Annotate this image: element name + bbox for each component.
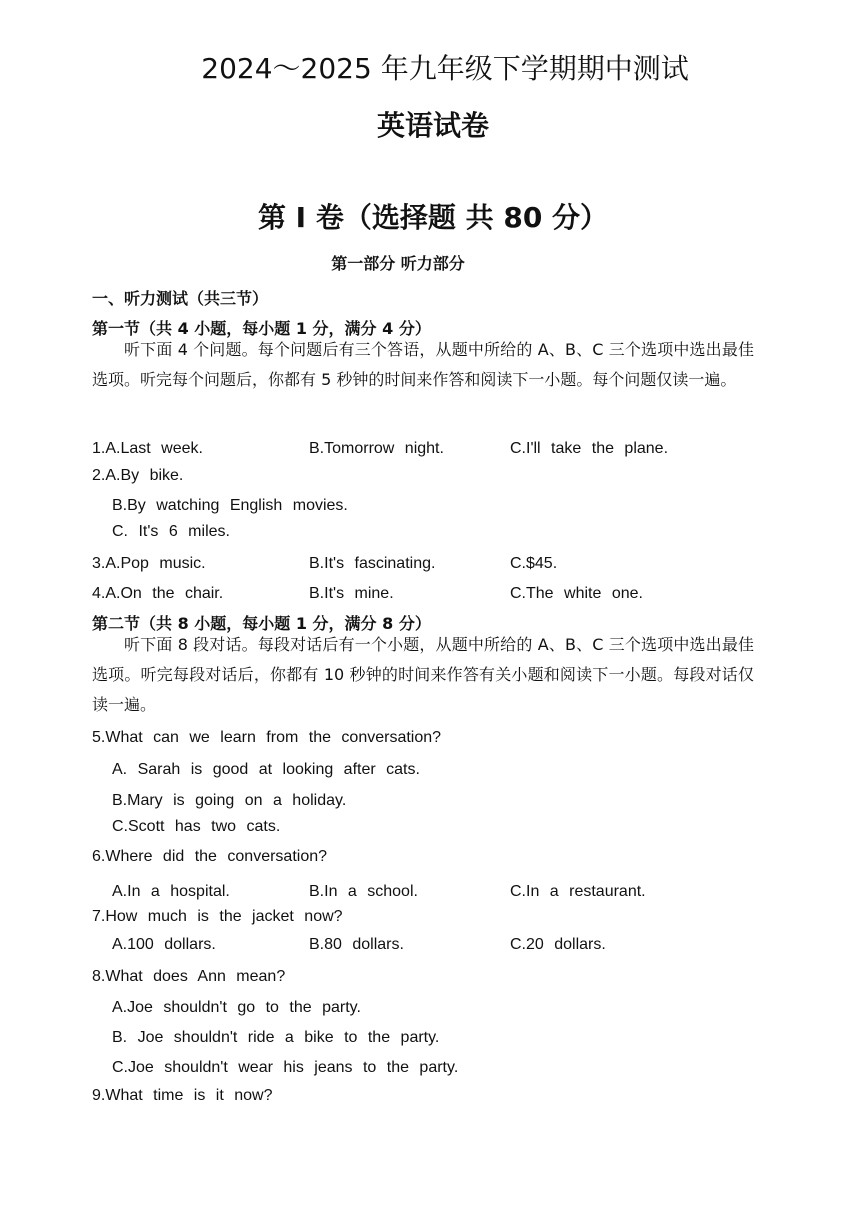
q5-option-b: B.Mary is going on a holiday.: [112, 792, 347, 809]
q6-option-c: C.In a restaurant.: [510, 883, 646, 900]
q3-option-c: C.$45.: [510, 555, 558, 572]
q6-option-b: B.In a school.: [309, 883, 418, 900]
q4-option-b: B.It's mine.: [309, 585, 394, 602]
q2-option-c: C. It's 6 miles.: [112, 523, 230, 540]
exam-title: 2024～2025 年九年级下学期期中测试: [201, 52, 689, 85]
subject-title: 英语试卷: [376, 109, 489, 142]
q4-option-a: 4.A.On the chair.: [92, 585, 224, 602]
q7-option-a: A.100 dollars.: [112, 936, 216, 953]
q5-option-c: C.Scott has two cats.: [112, 818, 281, 835]
q7-stem: 7.How much is the jacket now?: [92, 908, 343, 925]
q9-stem: 9.What time is it now?: [92, 1087, 273, 1104]
q6-stem: 6.Where did the conversation?: [92, 848, 328, 865]
section1-instructions: 听下面 4 个问题。每个问题后有三个答语，从题中所给的 A、B、C 三个选项中选出最佳选项。听完每个问题后，你都有 5 秒钟的时间来作答和阅读下一小题。每个问题仅读一遍。: [92, 340, 754, 389]
q1-option-a: 1.A.Last week.: [92, 440, 203, 457]
q3-option-b: B.It's fascinating.: [309, 555, 436, 572]
q7-option-b: B.80 dollars.: [309, 936, 404, 953]
q5-option-a: A. Sarah is good at looking after cats.: [112, 761, 420, 778]
q8-option-c: C.Joe shouldn't wear his jeans to the party.: [112, 1059, 459, 1076]
q1-option-b: B.Tomorrow night.: [309, 440, 444, 457]
q8-stem: 8.What does Ann mean?: [92, 968, 286, 985]
q1-option-c: C.I'll take the plane.: [510, 440, 669, 457]
q4-option-c: C.The white one.: [510, 585, 643, 602]
q6-option-a: A.In a hospital.: [112, 883, 230, 900]
volume-title: 第 I 卷（选择题 共 80 分）: [257, 201, 609, 234]
section2-instructions: 听下面 8 段对话。每段对话后有一个小题，从题中所给的 A、B、C 三个选项中选出最佳选项。听完每段对话后，你都有 10 秒钟的时间来作答有关小题和阅读下一小题。每段对话仅读一遍。: [92, 635, 754, 714]
q7-option-c: C.20 dollars.: [510, 936, 606, 953]
q8-option-a: A.Joe shouldn't go to the party.: [112, 999, 361, 1016]
q8-option-b: B. Joe shouldn't ride a bike to the party.: [112, 1029, 440, 1046]
q2-option-a: 2.A.By bike.: [92, 467, 184, 484]
listening-heading: 一、听力测试（共三节）: [92, 289, 269, 308]
q3-option-a: 3.A.Pop music.: [92, 555, 206, 572]
q2-option-b: B.By watching English movies.: [112, 497, 348, 514]
q5-stem: 5.What can we learn from the conversation?: [92, 729, 442, 746]
part-title: 第一部分 听力部分: [331, 254, 465, 273]
section2-title: 第二节（共 8 小题，每小题 1 分，满分 8 分）: [92, 614, 431, 633]
section1-title: 第一节（共 4 小题，每小题 1 分，满分 4 分）: [92, 319, 431, 338]
